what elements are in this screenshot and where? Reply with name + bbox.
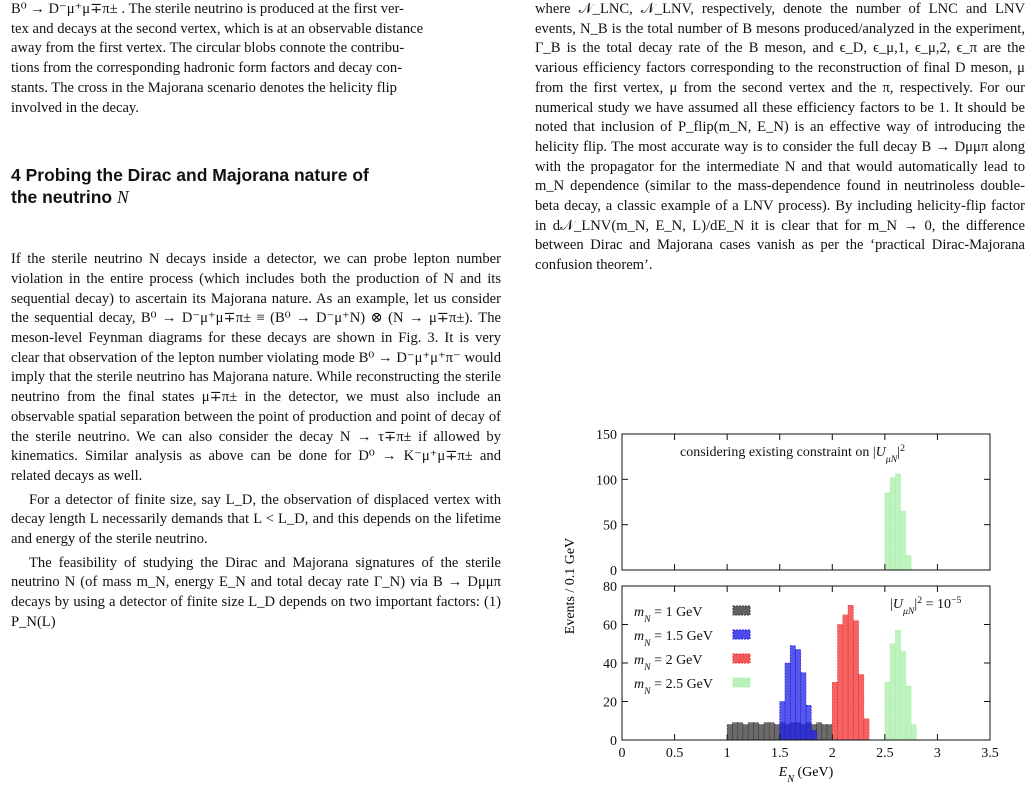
- histogram-bar: [901, 511, 906, 570]
- y-tick-label: 40: [603, 657, 617, 672]
- section-heading-line1: 4 Probing the Dirac and Majorana nature of: [11, 165, 369, 186]
- histogram-bar: [806, 705, 811, 740]
- histogram-bar: [817, 723, 822, 740]
- histogram-bar: [801, 673, 806, 740]
- histogram-bar: [795, 650, 800, 740]
- right-column: [535, 0, 1025, 276]
- histogram-bar: [890, 644, 895, 740]
- x-tick-label: 0: [618, 746, 626, 761]
- histogram-bar: [838, 625, 843, 741]
- x-tick-label: 2: [828, 746, 836, 761]
- histogram-bar: [890, 478, 895, 570]
- histogram-bar: [885, 682, 890, 740]
- x-tick-label: 1: [723, 746, 731, 761]
- paragraph: where 𝒩_LNC, 𝒩_LNV, respectively, denote the number of LNC and LNV events, N_B is the total number of B mesons produced/analyzed in the experiment, Γ_B is the total decay rate of the B meson, and ϵ_D, ϵ_μ,1, ϵ_μ,2, ϵ_π are the various efficiency factors corresponding to the reconstruction of final D meson, μ from the first vertex, μ from the second vertex and the π, respectively. For our numerical study we have assumed all these efficiency factors to be 1. It should be noted that inclusion of P_flip(m_N, E_N) is an effective way of introducing the helicity flip. The most accurate way is to consider the full decay B → Dμμπ along with the propagator for the intermediate N and that would automatically lead to m_N dependence (similar to the mass-dependence found in neutrinoless double-beta decay, a classic example of a LNV process). By including helicity-flip factor in d𝒩_LNV(m_N, E_N, L)/dE_N it is clear that for m_N → 0, the difference between Dirac and Majorana cases vanish as per the ‘practical Dirac-Majorana confusion theorem’.: [535, 1, 1025, 274]
- energy-distribution-figure: [540, 418, 1020, 793]
- histogram-bar: [753, 723, 758, 740]
- panel-annotation: considering existing constraint on $|U_{\mu N}|^2$: [680, 442, 905, 465]
- histogram-bar: [885, 493, 890, 570]
- histogram-bar: [743, 725, 748, 740]
- legend-entry: $m_N = 2.5$ GeV: [634, 677, 714, 697]
- caption-line: stants. The cross in the Majorana scenario denotes the helicity flip: [11, 79, 397, 96]
- y-axis-label: Events / 0.1 GeV: [563, 537, 578, 635]
- caption-line: tions from the corresponding hadronic form factors and decay con-: [11, 60, 403, 77]
- y-tick-label: 100: [596, 473, 617, 489]
- y-tick-label: 20: [603, 695, 617, 711]
- histogram-bar: [859, 675, 864, 740]
- bottom-panel: [603, 580, 999, 761]
- y-tick-label: 80: [603, 580, 617, 595]
- histogram-bar: [764, 723, 769, 740]
- x-tick-label: 2.5: [876, 746, 894, 761]
- histogram-bar: [853, 621, 858, 740]
- legend-entry: $m_N = 1$ GeV: [634, 605, 703, 625]
- histogram-bar: [738, 723, 743, 740]
- legend-swatch: [733, 654, 750, 663]
- histogram-bar: [827, 725, 832, 740]
- paragraph: For a detector of finite size, say L_D, the observation of displaced vertex with decay length L necessarily demands that L < L_D, and this depends on the lifetime and energy of the sterile neutrino.: [11, 491, 501, 548]
- histogram-bar: [748, 723, 753, 740]
- legend-swatch: [733, 630, 750, 639]
- caption-line: tex and decays at the second vertex, which is at an observable distance: [11, 20, 424, 37]
- y-tick-label: 60: [603, 618, 617, 634]
- histogram-bar: [895, 474, 900, 570]
- legend-entry: $m_N = 2$ GeV: [634, 653, 703, 673]
- left-column: [11, 0, 501, 633]
- histogram-bar: [727, 725, 732, 740]
- histogram-bar: [911, 725, 916, 740]
- histogram-bar: [832, 682, 837, 740]
- histogram-bar: [785, 663, 790, 740]
- y-tick-label: 50: [603, 518, 617, 534]
- histogram-bar: [895, 630, 900, 740]
- histogram-bar: [759, 725, 764, 740]
- y-tick-label: 150: [596, 428, 617, 443]
- histogram-bar: [906, 686, 911, 740]
- panel-annotation: $|U_{\mu N}|^2 = 10^{-5}$: [890, 594, 962, 617]
- histogram-bar: [864, 719, 869, 740]
- histogram-bar: [780, 702, 785, 741]
- legend-swatch: [733, 606, 750, 615]
- paragraph: If the sterile neutrino N decays inside a detector, we can probe lepton number violation in the entire process (which includes both the production of N and its sequential decay) to ascertain its Majorana nature. As an example, let us consider the sequential decay, B⁰ → D⁻μ⁺μ∓π± ≡ (B⁰ → D⁻μ⁺N) ⊗ (N → μ∓π±). The meson-level Feynman diagrams for these decays are shown in Fig. 3. It is very clear that observation of the lepton number violating mode B⁰ → D⁻μ⁺μ⁺π⁻ would imply that the sterile neutrino has Majorana nature. While reconstructing the sterile neutrino from the final states μ∓π± in the detector, we must also include an observable spatial separation between the point of production and point of decay of the sterile neutrino. We can also consider the decay N → τ∓π± if allowed by kinematics. Similar analysis as above can be done for D⁰ → K⁻μ⁺μ∓π± and related decays as well.: [11, 251, 501, 484]
- y-tick-label: 0: [610, 734, 617, 749]
- histogram-bar: [774, 725, 779, 740]
- caption-line: B⁰ → D⁻μ⁺μ∓π± . The sterile neutrino is produced at the first ver-: [11, 1, 404, 17]
- x-tick-label: 1.5: [770, 746, 789, 761]
- paragraph: The feasibility of studying the Dirac and Majorana signatures of the sterile neutrino N (of mass m_N, energy E_N and total decay rate Γ_N) via B → Dμμπ decays by using a detector of finite size L_D depends on two important factors: (1) P_N(L): [11, 554, 501, 630]
- histogram-bar: [906, 555, 911, 570]
- section-heading: [11, 164, 501, 208]
- section-heading-line2: the neutrino: [11, 187, 113, 208]
- section-heading-symbol: N: [116, 187, 129, 208]
- histogram-bar: [848, 605, 853, 740]
- histogram-bar: [769, 723, 774, 740]
- histogram-bar: [811, 730, 816, 740]
- figure-caption-tail: [11, 0, 501, 118]
- x-tick-label: 3: [933, 746, 941, 761]
- histogram-bar: [732, 723, 737, 740]
- histogram-bar: [790, 646, 795, 740]
- caption-line: away from the first vertex. The circular blobs connote the contribu-: [11, 40, 405, 57]
- caption-line: involved in the decay.: [11, 99, 139, 116]
- histogram-bar: [822, 725, 827, 740]
- y-tick-label: 0: [610, 564, 617, 579]
- x-tick-label: 3.5: [981, 746, 999, 761]
- x-axis-label: $E_N$ (GeV): [778, 765, 834, 785]
- histogram-bar: [843, 615, 848, 740]
- x-tick-label: 0.5: [665, 746, 684, 761]
- legend-swatch: [733, 678, 750, 687]
- legend-entry: $m_N = 1.5$ GeV: [634, 629, 714, 649]
- histogram-bar: [901, 651, 906, 740]
- top-panel: [596, 428, 990, 579]
